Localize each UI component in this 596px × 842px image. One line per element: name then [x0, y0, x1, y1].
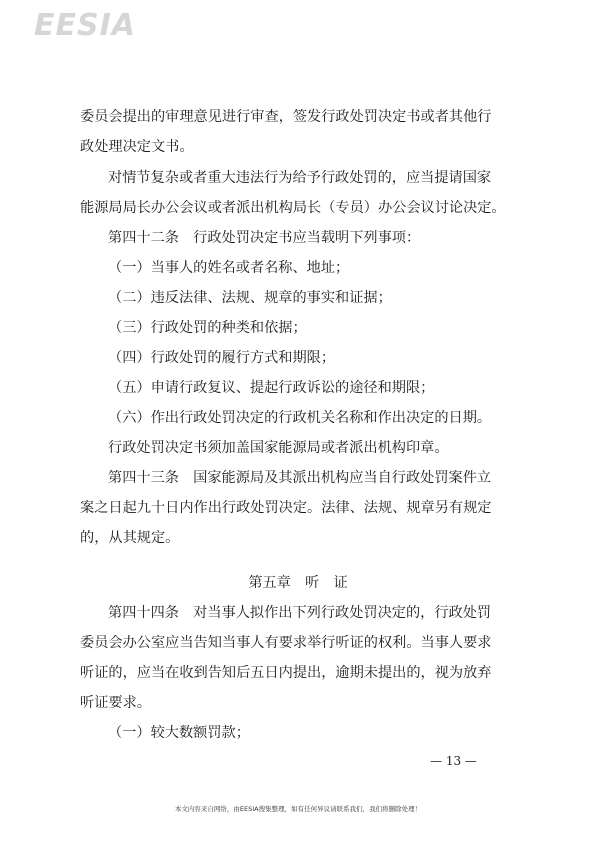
body-line-2: 政处理决定文书。 — [80, 139, 194, 155]
seal-requirement: 行政处罚决定书须加盖国家能源局或者派出机构印章。 — [108, 440, 449, 456]
article-44-line-2: 委员会办公室应当告知当事人有要求举行听证的权利。当事人要求 — [80, 635, 492, 651]
list-item-4: （四）行政处罚的履行方式和期限； — [108, 350, 336, 366]
list-item-3: （三）行政处罚的种类和依据； — [108, 320, 307, 336]
article-43-line-2: 案之日起九十日内作出行政处罚决定。法律、法规、规章另有规定 — [80, 500, 492, 516]
chapter-title: 第五章 听 证 — [248, 575, 348, 591]
list-item-2: （二）违反法律、法规、规章的事实和证据； — [108, 290, 392, 306]
eesia-logo: EESIA — [34, 8, 136, 43]
body-line-1: 委员会提出的审理意见进行审查，签发行政处罚决定书或者其他行 — [80, 109, 492, 125]
article-44-line-3: 听证的，应当在收到告知后五日内提出，逾期未提出的，视为放弃 — [80, 665, 492, 681]
footer-note: 本文内容来自网络，由EESIA搜集整理，如有任何异议请联系我们，我们将删除处理！ — [174, 805, 422, 813]
list-item-5: （五）申请行政复议、提起行政诉讼的途径和期限； — [108, 380, 435, 396]
article-44-line-4: 听证要求。 — [80, 695, 151, 711]
body-line-4: 能源局局长办公会议或者派出机构局长（专员）办公会议讨论决定。 — [80, 200, 506, 216]
page-number: — 13 — — [430, 754, 477, 768]
list-item-1: （一）当事人的姓名或者名称、地址； — [108, 260, 350, 276]
list-item-6: （六）作出行政处罚决定的行政机关名称和作出决定的日期。 — [108, 410, 492, 426]
article-44-item-1: （一）较大数额罚款； — [108, 725, 250, 741]
article-44-line-1: 第四十四条 对当事人拟作出下列行政处罚决定的，行政处罚 — [108, 605, 492, 621]
article-42-heading: 第四十二条 行政处罚决定书应当载明下列事项： — [108, 230, 421, 246]
article-43-line-3: 的，从其规定。 — [80, 530, 180, 546]
body-line-3: 对情节复杂或者重大违法行为给予行政处罚的，应当提请国家 — [108, 170, 492, 186]
article-43-line-1: 第四十三条 国家能源局及其派出机构应当自行政处罚案件立 — [108, 470, 492, 486]
